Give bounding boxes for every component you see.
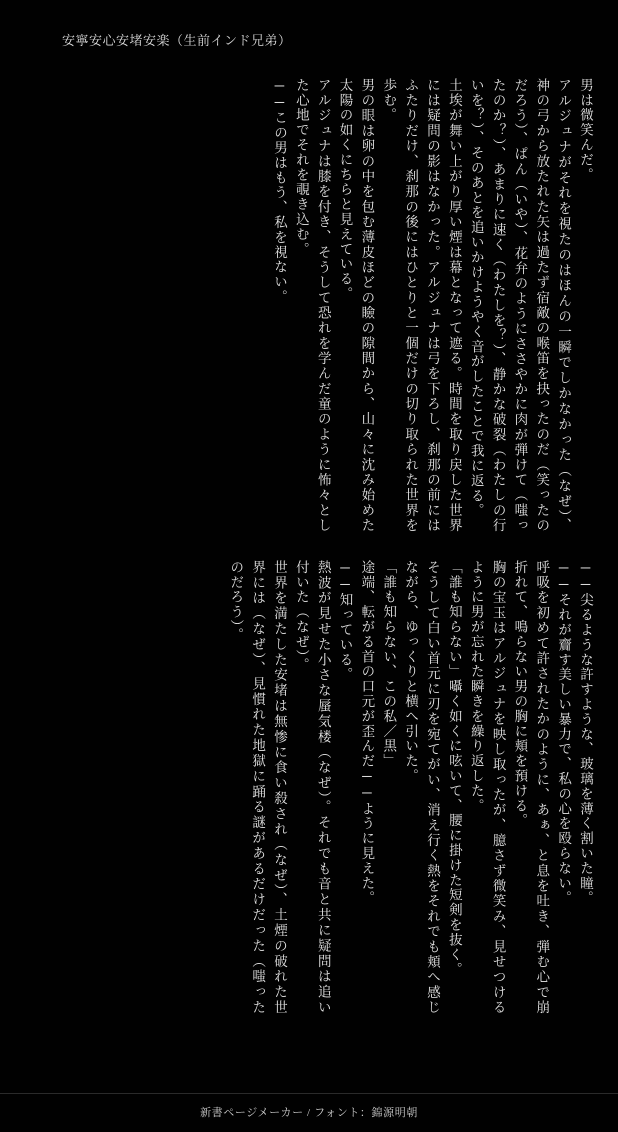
paragraph: ──この男はもう、私を視ない。	[271, 78, 287, 305]
paragraph: 「誰も知らない、この私／黒」	[381, 560, 397, 769]
paragraph: ──それが齎す美しい暴力で、私の心を殴らない。	[556, 560, 572, 906]
paragraph: そうして白い首元に刃を宛てがい、消え行く熱をそれでも頬へ感じながら、ゆっくりと横へ引いた。	[403, 560, 440, 1015]
paragraph: ──知っている。	[337, 560, 353, 683]
footer-credit: 新書ページメーカー / フォント：錦源明朝	[200, 1107, 418, 1119]
paragraph: アルジュナは膝を付き、そうして恐れを学んだ童のように怖々とした心地でそれを覗き込む。	[293, 78, 331, 533]
page-title: 安寧安心安堵安楽（生前インド兄弟）	[62, 33, 292, 48]
footer-divider	[0, 1093, 618, 1094]
paragraph: 呼吸を初めて許されたかのように、あぁ、と息を吐き、弾む心で崩折れて、鳴らない男の胸に頬を預ける。	[512, 560, 550, 1015]
paragraph: 男は微笑んだ。	[578, 78, 593, 183]
paragraph: 男の眼は卵の中を包む薄皮ほどの瞼の隙間から、山々に沈み始めた太陽の如くにちらと見えている。	[337, 78, 375, 533]
paragraph: 「誰も知らない」囁く如くに呟いて、腰に掛けた短剣を抜く。	[446, 560, 462, 978]
text-block-upper	[46, 78, 596, 533]
paragraph: 世界を満たした安堵は無惨に食い殺され（なぜ）、土煙の破れた世界には（なぜ）、見慣れた地獄に踊る謎があるだけだった（嗤ったのだろう）。	[228, 560, 287, 1015]
paragraph: ──尖るような許すような、玻璃を薄く割いた瞳。	[578, 560, 593, 906]
paragraph: 途端、転がる首の口元が歪んだ──ように見えた。	[359, 560, 375, 906]
paragraph: 土埃が舞い上がり厚い煙は幕となって遮る。時間を取り戻した世界には疑問の影はなかった。アルジュナは弓を下ろし、刹那の前にはふたりだけ、刹那の後にはひとりと一個だけの切り取られた世界を歩む。	[381, 78, 462, 533]
text-block-lower	[46, 560, 596, 1015]
paragraph: 熱波が見せた小さな蜃気楼（なぜ）。それでも音と共に疑問は追い付いた（なぜ）。	[293, 560, 331, 1015]
paragraph: 胸の宝玉はアルジュナを映し取ったが、臆さず微笑み、見せつけるように男が忘れた瞬きを繰り返した。	[468, 560, 506, 1015]
paragraph: アルジュナがそれを視たのはほんの一瞬でしかなかった（なぜ）、神の弓から放たれた矢は過たず宿敵の喉笛を抉ったのだ（笑ったのだろう）、ぱん（いや）、花弁のようにささやかに肉が弾けて（嗤ったのか？）、あまりに速く（わたしを？）、静かな破裂（わたしの行いを？）、そのあとを追いかけようやく音がしたことで我に返る。	[468, 78, 572, 533]
